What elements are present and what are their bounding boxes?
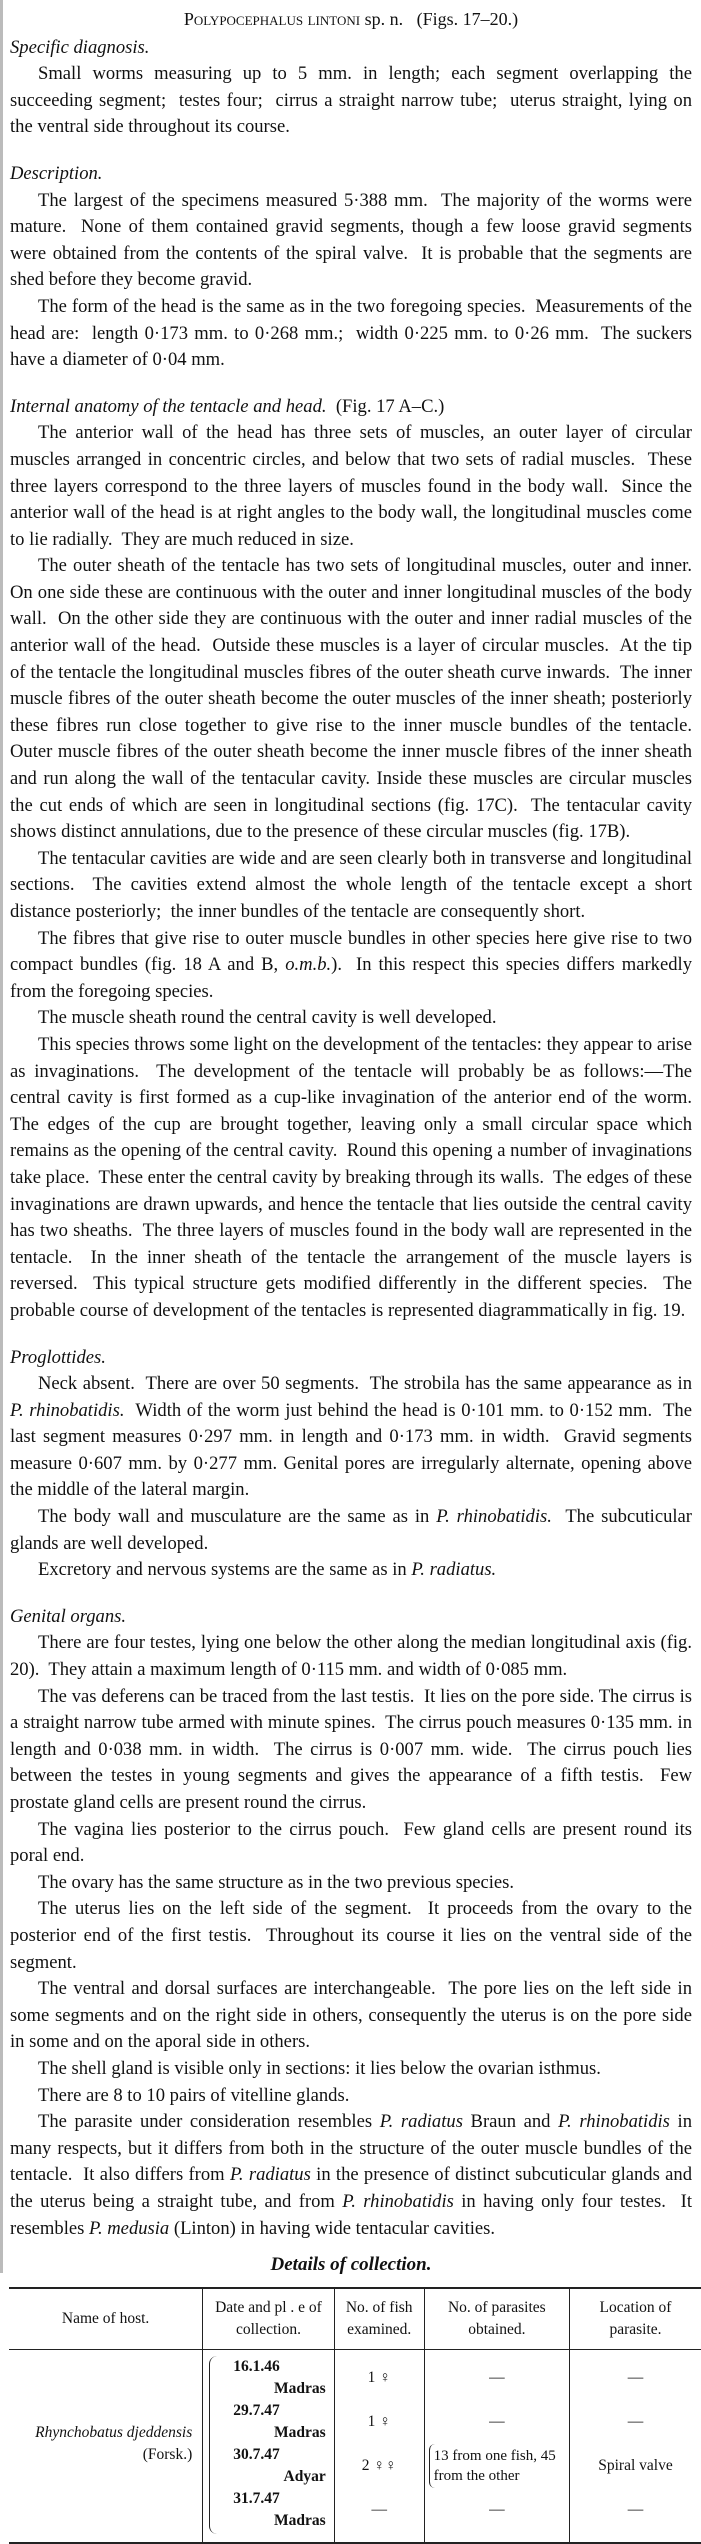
text-segment: Neck absent. There are over 50 segments. The strobila has the same appearance as in xyxy=(38,1373,697,1395)
paragraph xyxy=(10,1684,697,1817)
host-author: (Forsk.) xyxy=(142,2445,193,2463)
text-segment: P. rhinobatidis xyxy=(342,2190,454,2212)
paragraph xyxy=(10,1817,697,1870)
section-heading xyxy=(10,394,692,421)
col-header: No. of fish examined. xyxy=(334,2288,424,2350)
text-segment: The anterior wall of the head has three sets of muscles, an outer layer of circular muscles arranged in concentric circles, and below that two sets of radial muscles. These three layers correspond to the three layers of muscles found in the body wall. Since the anterior wall of the head is at right angles to the body wall, the longitudinal muscles come to lie radially. They are much reduced in size. xyxy=(10,422,697,550)
text-segment: The body wall and musculature are the same as in xyxy=(38,1506,437,1528)
paragraph xyxy=(10,1032,701,1325)
paragraph xyxy=(10,1005,692,1032)
text-segment: ). In this respect this species differs markedly from the foregoing species. xyxy=(10,954,697,1002)
date-place xyxy=(233,2488,329,2532)
host-name: Rhynchobatus djeddensis xyxy=(35,2423,193,2441)
text-segment: in the presence of distinct subcuticular glands and the uterus being a straight tube, and from xyxy=(10,2164,697,2212)
text-segment: The ovary has the same structure as in the two previous species. xyxy=(38,1871,515,1893)
col-header: Location of parasite. xyxy=(569,2288,701,2350)
text-segment: P. medusia xyxy=(89,2217,170,2239)
text-segment: The vagina lies posterior to the cirrus pouch. Few gland cells are present round its poral end. xyxy=(10,1818,697,1867)
text-segment: Width of the worm just behind the head is 0·101 mm. to 0·152 mm. The last segment measures 0·297 mm. in length and 0·173 mm. in width. Gravid segments measure 0·607 mm. by 0·277 mm. Genital pores are irregularly alternate, opening above the middle of the lateral margin. xyxy=(10,1399,697,1501)
date: 30.7.47 xyxy=(233,2445,280,2463)
text-segment: P. rhinobatidis xyxy=(558,2111,670,2133)
parasite-location: Spiral valve xyxy=(598,2456,673,2474)
dates-cell xyxy=(203,2349,334,2543)
text-segment: The subcuticular glands are well developed. xyxy=(10,1506,697,1554)
col-header: Date and pl . e of collection. xyxy=(203,2288,334,2350)
parasite-location: — xyxy=(627,2500,644,2518)
paragraph xyxy=(10,61,697,141)
text-segment: Braun and xyxy=(462,2111,559,2133)
text-segment: (Fig. 17 A–C.) xyxy=(326,395,445,417)
fish-count: 1 ♀ xyxy=(367,2368,391,2386)
parasite-count: 13 from one fish, 45 from the other xyxy=(429,2444,565,2488)
text-segment: in many respects, but it differs from both in the structure of the outer muscle bundles of the tentacle. It also differs from xyxy=(10,2111,697,2186)
text-segment: The tentacular cavities are wide and are seen clearly both in transverse and longitudinal sections. The cavities extend almost the whole length of the tentacle except a short distance posteriorly; the inner bundles of the tentacle are consequently short. xyxy=(10,847,697,922)
host-cell xyxy=(9,2349,203,2543)
place: Madras xyxy=(274,2379,326,2397)
text-segment: (Linton) in having wide tentacular cavities. xyxy=(169,2217,496,2239)
parasite-count: — xyxy=(489,2412,505,2430)
text-segment: The fibres that give rise to outer muscle bundles in other species here give rise to two compact bundles (fig. 18 A and B, xyxy=(10,927,697,976)
place: Madras xyxy=(274,2423,326,2441)
text-segment: o.m.b. xyxy=(285,954,332,976)
text-segment: Small worms measuring up to 5 mm. in length; each segment overlapping the succeeding segment; testes four; cirrus a straight narrow tube; uterus straight, lying on the ventral side throughout its course. xyxy=(10,63,697,138)
table-title: Details of collection. xyxy=(270,2254,432,2276)
parasite-count: — xyxy=(489,2368,505,2386)
place: Madras xyxy=(274,2511,326,2529)
paragraph xyxy=(10,926,697,1006)
text-segment: The outer sheath of the tentacle has two sets of longitudinal muscles, outer and inner. On one side these are continuous with the outer and inner longitudinal muscles of the body wall. On the other side they are continuous with the outer and inner radial muscles of the anterior wall of the head. Outside these muscles is a layer of circular muscles. At the tip of the tentacle the longitudinal muscles fibres of the outer sheath curve inwards. The inner muscle fibres of the outer sheath become the outer muscles of the inner sheath; posteriorly these fibres run close together to give rise to the inner muscle bundles of the tentacle. Outer muscle fibres of the outer sheath become the inner muscle fibres of the inner sheath and run along the wall of the tentacular cavity. Inside these muscles are circular muscles the cut ends of which are seen in longitudinal sections (fig. 17C). The tentacular cavity shows distinct annulations, due to the presence of these circular muscles (fig. 17B). xyxy=(10,555,701,843)
species-title: Polypocephalus lintoni sp. n. (Figs. 17–20.) xyxy=(183,9,519,29)
text-segment: in having only four testes. It resembles xyxy=(10,2190,697,2239)
text-segment: P. radiatus xyxy=(379,2111,463,2133)
text-segment: Specific diagnosis. xyxy=(10,36,150,58)
parasite-location: — xyxy=(627,2368,644,2386)
text-segment: P. radiatus xyxy=(229,2164,311,2186)
date-place xyxy=(233,2400,329,2444)
fish-cell xyxy=(334,2349,424,2543)
paragraph xyxy=(10,2056,692,2083)
paragraph xyxy=(10,2109,697,2242)
location-cell xyxy=(569,2349,701,2543)
brace xyxy=(209,2356,220,2534)
text-segment: The ventral and dorsal surfaces are interchangeable. The pore lies on the left side in some segments and on the right side in others, consequently the uterus is on the pore side in some and on the aporal side in others. xyxy=(10,1978,697,2053)
page xyxy=(10,6,701,2544)
paragraph xyxy=(10,1504,697,1557)
date: 31.7.47 xyxy=(233,2489,280,2507)
fish-count: 1 ♀ xyxy=(367,2412,391,2430)
section-heading xyxy=(10,161,692,188)
text-segment: Excretory and nervous systems are the same as in xyxy=(38,1559,412,1581)
paragraph xyxy=(10,1976,697,2056)
text-segment: P. rhinobatidis. xyxy=(436,1506,552,1528)
paragraph xyxy=(10,553,701,846)
place: Adyar xyxy=(283,2467,326,2485)
section-heading xyxy=(10,1604,692,1631)
collection-table xyxy=(9,2287,701,2544)
section-heading xyxy=(10,35,692,62)
text-segment: The shell gland is visible only in sections: it lies below the ovarian isthmus. xyxy=(38,2057,601,2079)
text-segment: This species throws some light on the development of the tentacles: they appear to arise as invaginations. The development of the tentacle will probably be as follows:—The central cavity is first formed as a cup-like invagination of the anterior end of the worm. The edges of the cup are brought together, leaving only a small circular space which remains as the opening of the central cavity. Round this opening a number of invaginations take place. These enter the central cavity by breaking through its walls. The edges of these invaginations are drawn upwards, and hence the tentacle that lies outside the central cavity has two sheaths. The three layers of muscles found in the body wall are represented in the tentacle. In the inner sheath of the tentacle the arrangement of the muscle layers is reversed. This typical structure gets modified differently in the different species. The probable course of development of the tentacles is represented diagrammatically in fig. 19. xyxy=(10,1033,701,1321)
text-segment: Description. xyxy=(10,162,103,184)
section-heading xyxy=(10,1345,692,1372)
text-segment: The largest of the specimens measured 5·388 mm. The majority of the worms were mature. None of them contained gravid segments, though a few loose gravid segments were obtained from the contents of the spiral valve. It is probable that the segments are shed before they become gravid. xyxy=(10,189,697,291)
paragraph xyxy=(10,1630,697,1683)
paragraph xyxy=(10,188,697,294)
parasite-location: — xyxy=(627,2412,644,2430)
col-header: No. of parasites obtained. xyxy=(424,2288,569,2350)
body-text xyxy=(10,35,701,2243)
scan-edge xyxy=(0,0,3,2273)
text-segment: Genital organs. xyxy=(10,1605,127,1627)
paragraph xyxy=(10,846,697,926)
text-segment: There are four testes, lying one below the other along the median longitudinal axis (fig. 20). They attain a maximum length of 0·115 mm. and width of 0·085 mm. xyxy=(10,1632,697,1681)
paragraph xyxy=(10,294,697,374)
paragraph xyxy=(10,1557,692,1584)
parasite-count: — xyxy=(489,2500,505,2518)
paragraph xyxy=(10,1896,697,1976)
text-segment: Proglottides. xyxy=(10,1346,106,1368)
parasites-cell xyxy=(424,2349,569,2543)
table-row xyxy=(9,2349,701,2543)
text-segment: There are 8 to 10 pairs of vitelline glands. xyxy=(38,2084,350,2106)
paragraph xyxy=(10,2083,692,2110)
paragraph xyxy=(10,1870,692,1897)
text-segment: Internal anatomy of the tentacle and head. xyxy=(10,395,327,417)
text-segment: The uterus lies on the left side of the segment. It proceeds from the ovary to the posterior end of the first testis. Throughout its course it lies on the ventral side of the segment. xyxy=(10,1898,697,1973)
text-segment: The form of the head is the same as in the two foregoing species. Measurements of the head are: length 0·173 mm. to 0·268 mm.; width 0·225 mm. to 0·26 mm. The suckers have a diameter of 0·04 mm. xyxy=(10,295,697,371)
paragraph xyxy=(10,1371,697,1504)
date: 29.7.47 xyxy=(233,2401,280,2419)
col-header: Name of host. xyxy=(9,2288,203,2350)
text-segment: The vas deferens can be traced from the last testis. It lies on the pore side. The cirrus is a straight narrow tube armed with minute spines. The cirrus pouch measures 0·135 mm. in length and 0·038 mm. in width. The cirrus is 0·007 mm. wide. The cirrus pouch lies between the testes in young segments and gives the appearance of a fifth testis. Few prostate gland cells are present round the cirrus. xyxy=(10,1685,697,1813)
fish-count: — xyxy=(371,2500,387,2518)
text-segment: P. rhinobatidis. xyxy=(10,1399,125,1421)
text-segment: The parasite under consideration resembles xyxy=(38,2111,380,2133)
text-segment: The muscle sheath round the central cavity is well developed. xyxy=(38,1007,497,1029)
date-place xyxy=(233,2356,329,2400)
date-place xyxy=(233,2444,329,2488)
text-segment: P. radiatus. xyxy=(411,1559,497,1581)
date: 16.1.46 xyxy=(233,2357,280,2375)
fish-count: 2 ♀♀ xyxy=(361,2456,397,2474)
paragraph xyxy=(10,420,697,553)
